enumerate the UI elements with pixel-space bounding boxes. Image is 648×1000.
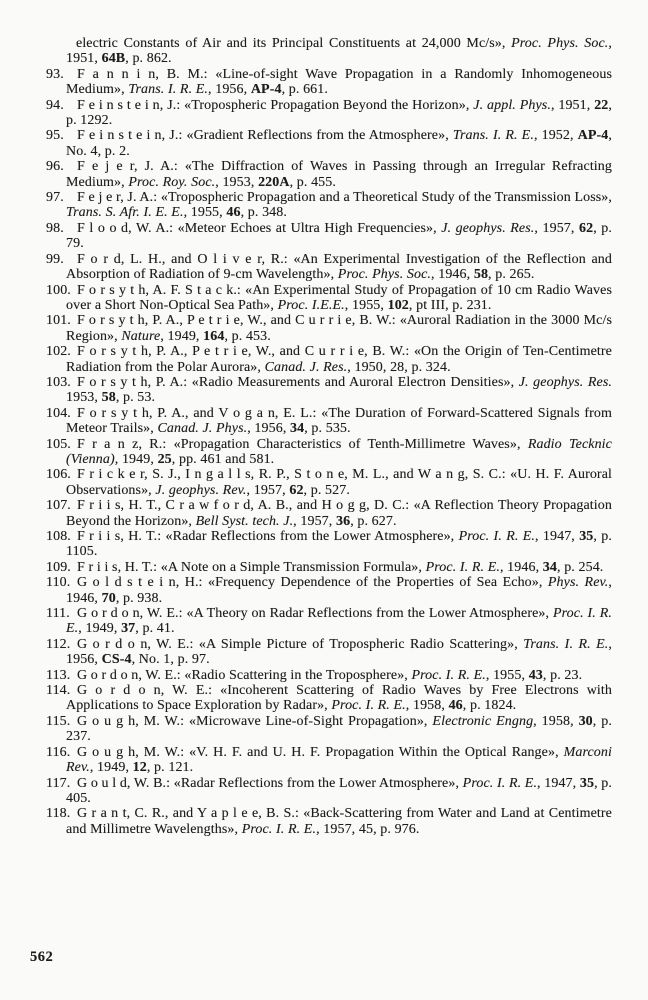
reference-text: , 1955,: [344, 297, 388, 313]
reference-text: , 1955,: [485, 667, 529, 683]
reference-text: , p. 121.: [146, 760, 194, 776]
reference-entry: [46, 374, 612, 406]
reference-text: , 1955,: [183, 205, 227, 221]
reference-text: F r i i s, H. T., C r a w f o r d, A. B., and H o g g, D. C.: «A Reflection Theory Propagation Beyond the Horizon»,: [66, 498, 612, 529]
reference-text: , p. 661.: [281, 82, 328, 98]
reference-text: , 1951,: [550, 97, 595, 113]
reference-text: F e j e r, J. A.: «The Diffraction of Waves in Passing through an Irregular Refracting Medium»,: [66, 159, 612, 190]
reference-text: , p. 53.: [115, 390, 156, 406]
volume-number: 34: [290, 421, 305, 437]
reference-text: 1953,: [66, 390, 102, 406]
reference-number: 94.: [46, 97, 64, 113]
reference-number: 95.: [46, 128, 64, 144]
reference-number: 101.: [46, 313, 71, 329]
reference-text: , p. 23.: [542, 667, 583, 683]
journal-name: Electronic Engng: [432, 713, 534, 729]
reference-text: , No. 4, p. 2.: [66, 128, 612, 159]
reference-text: G o u g h, M. W.: «Microwave Line-of-Sight Propagation»,: [77, 713, 433, 729]
reference-text: , p. 455.: [289, 174, 336, 190]
reference-number: 118.: [46, 806, 71, 822]
reference-entry: [46, 436, 612, 468]
volume-number: CS-4: [101, 652, 132, 668]
reference-text: G o r d o n, W. E.: «A Theory on Radar Reflections from the Lower Atmosphere»,: [77, 606, 553, 622]
volume-number: 62: [579, 220, 594, 236]
journal-name: Proc. I. R. E.: [462, 775, 538, 791]
reference-text: G o l d s t e i n, H.: «Frequency Dependence of the Properties of Sea Echo»,: [77, 575, 548, 591]
volume-number: AP-4: [577, 128, 609, 144]
reference-number: 104.: [46, 405, 71, 421]
reference-number: 97.: [46, 190, 64, 206]
reference-text: , No. 1, p. 97.: [131, 652, 210, 668]
volume-number: 35: [579, 529, 594, 544]
reference-text: , p. 1105.: [66, 529, 612, 560]
reference-number: 96.: [46, 159, 64, 175]
journal-name: Proc. I. R. E.: [331, 698, 406, 714]
reference-entry: [46, 559, 612, 575]
reference-number: 102.: [46, 344, 71, 360]
reference-entry: [46, 190, 612, 221]
reference-text: , p. 254.: [557, 559, 604, 575]
reference-list: [0, 36, 648, 837]
reference-text: , 1957,: [534, 220, 579, 236]
reference-number: 108.: [46, 529, 71, 544]
volume-number: 220A: [258, 174, 290, 190]
reference-text: , p. 79.: [66, 220, 612, 252]
journal-name: Proc. I. R. E.: [458, 529, 536, 544]
reference-entry: [46, 713, 612, 745]
reference-entry: [46, 251, 612, 283]
reference-text: , 1949,: [160, 328, 204, 344]
volume-number: 58: [101, 390, 116, 406]
reference-entry: [46, 159, 612, 190]
reference-text: , p. 41.: [135, 621, 175, 637]
volume-number: AP-4: [250, 82, 282, 98]
volume-number: 46: [448, 698, 463, 714]
volume-number: 164: [203, 328, 225, 344]
journal-name: Marconi Rev.: [66, 744, 612, 776]
reference-number: 98.: [46, 220, 64, 236]
reference-text: , p. 627.: [350, 513, 397, 529]
journal-name: Proc. I. R. E.: [66, 606, 613, 637]
volume-number: 30: [578, 713, 593, 729]
reference-text: F o r s y t h, A. F. S t a c k.: «An Experimental Study of Propagation of 10 cm Radio Waves over a Short Non-Optical Sea Path»,: [66, 282, 612, 313]
reference-text: , 1952,: [533, 128, 578, 144]
volume-number: 36: [335, 513, 351, 529]
journal-name: Proc. Roy. Soc.: [128, 174, 216, 190]
journal-name: Proc. I.E.E.: [277, 297, 345, 313]
reference-text: F r i i s, H. T.: «A Note on a Simple Transmission Formula»,: [77, 559, 426, 575]
reference-text: , 1947,: [537, 775, 580, 791]
reference-text: G o u g h, M. W.: «V. H. F. and U. H. F. Propagation Within the Optical Range»,: [77, 744, 564, 760]
reference-text: , 1957,: [293, 513, 336, 529]
journal-name: Proc. I. R. E.: [425, 559, 500, 575]
reference-entry: [46, 344, 612, 375]
reference-number: 110.: [46, 575, 71, 591]
journal-name: J. geophys. Res.: [518, 374, 612, 390]
journal-name: J. geophys. Res.: [441, 220, 535, 236]
volume-number: 102: [387, 297, 409, 313]
reference-text: F a n n i n, B. M.: «Line-of-sight Wave Propagation in a Randomly Inhomogeneous Medium»,: [66, 66, 612, 98]
reference-text: , 1947,: [535, 529, 580, 544]
reference-text: , 1958,: [405, 698, 449, 714]
reference-entry: [46, 606, 613, 637]
reference-entry: [46, 744, 612, 776]
reference-text: , 1957, 45, p. 976.: [316, 821, 420, 837]
reference-text: F o r s y t h, P. A.: «Radio Measurements and Auroral Electron Densities»,: [77, 374, 519, 390]
reference-text: , 1946,: [66, 575, 612, 606]
reference-text: , 1949,: [89, 760, 133, 776]
reference-text: F e j e r, J. A.: «Tropospheric Propagation and a Theoretical Study of the Transmission Loss»,: [77, 190, 612, 206]
reference-number: 93.: [46, 66, 64, 82]
reference-entry: [46, 575, 612, 606]
reference-entry: [46, 498, 612, 529]
reference-text: F o r d, L. H., and O l i v e r, R.: «An Experimental Investigation of the Reflection and Absorption of Radiation of 9-cm Wavelength»,: [66, 251, 612, 283]
reference-number: 115.: [46, 713, 71, 729]
reference-entry: [46, 667, 612, 683]
reference-text: G o r d o n, W. E.: «Radio Scattering in the Troposphere»,: [77, 667, 412, 683]
volume-number: 25: [157, 451, 172, 467]
journal-name: Proc. I. R. E.: [241, 821, 317, 837]
reference-entry: [46, 313, 612, 344]
reference-text: , p. 237.: [66, 713, 612, 745]
volume-number: 12: [132, 760, 147, 776]
reference-text: F o r s y t h, P. A., P e t r i e, W., and C u r r i e, B. W.: «On the Origin of Ten-Centimetre Radiation from the Polar Aurora»,: [66, 344, 612, 375]
reference-entry: [46, 128, 612, 159]
journal-name: Proc. Phys. Soc.: [511, 36, 609, 51]
reference-text: G o r d o n, W. E.: «A Simple Picture of Tropospheric Radio Scattering»,: [77, 636, 524, 652]
reference-text: G o u l d, W. B.: «Radar Reflections from the Lower Atmosphere»,: [77, 775, 463, 791]
reference-carryover: [66, 36, 612, 67]
reference-text: , 1956,: [247, 421, 291, 437]
reference-text: , 1956,: [208, 82, 251, 98]
reference-number: 107.: [46, 498, 71, 514]
reference-entry: [46, 467, 612, 498]
reference-entry: [46, 97, 612, 129]
reference-number: 109.: [46, 559, 71, 575]
reference-number: 103.: [46, 374, 71, 390]
reference-text: , p. 862.: [125, 51, 172, 67]
reference-text: , 1958,: [533, 713, 579, 729]
reference-text: , 1957,: [246, 482, 290, 498]
reference-text: , p. 453.: [224, 328, 271, 344]
reference-entry: [46, 282, 612, 314]
reference-text: G r a n t, C. R., and Y a p l e e, B. S.: «Back-Scattering from Water and Land at Centimetre and Millimetre Wavelengths»,: [66, 806, 612, 837]
reference-entry: [46, 775, 612, 807]
reference-entry: [46, 806, 612, 837]
reference-text: , p. 938.: [115, 590, 163, 606]
journal-name: Bell Syst. tech. J.: [195, 513, 294, 529]
reference-text: , 1946,: [431, 267, 474, 283]
reference-text: F e i n s t e i n, J.: «Gradient Reflections from the Atmosphere»,: [77, 128, 453, 144]
reference-text: , 1953,: [215, 174, 259, 190]
volume-number: 46: [226, 205, 241, 221]
reference-text: F r i i s, H. T.: «Radar Reflections from the Lower Atmosphere»,: [77, 529, 459, 544]
reference-entry: [46, 636, 612, 668]
reference-number: 106.: [46, 467, 71, 483]
journal-name: Trans. I. R. E.: [452, 128, 534, 144]
journal-name: Nature: [121, 328, 161, 344]
reference-text: , p. 1292.: [66, 97, 612, 129]
reference-text: , 1946,: [499, 559, 543, 575]
journal-name: Radio Tecknic (Vienna): [66, 436, 612, 467]
reference-number: 116.: [46, 744, 71, 760]
reference-text: electric Constants of Air and its Principal Constituents at 24,000 Mc/s»,: [76, 36, 512, 51]
reference-number: 99.: [46, 251, 64, 267]
reference-text: , p. 405.: [66, 775, 612, 806]
volume-number: 35: [579, 775, 595, 791]
journal-name: Canad. J. Res.: [264, 359, 348, 375]
volume-number: 64B: [101, 51, 126, 67]
reference-text: , 1949,: [114, 451, 158, 467]
reference-text: F o r s y t h, P. A., and V o g a n, E. L.: «The Duration of Forward-Scattered Signals from Meteor Trails»,: [66, 405, 612, 437]
journal-name: J. appl. Phys.: [473, 97, 551, 113]
reference-text: F l o o d, W. A.: «Meteor Echoes at Ultra High Frequencies»,: [77, 220, 442, 236]
reference-text: F r i c k e r, S. J., I n g a l l s, R. P., S t o n e, M. L., and W a n g, S. C.: «U. H. F. Auroral Observations»,: [66, 467, 612, 498]
reference-text: , p. 265.: [488, 267, 535, 283]
volume-number: 34: [542, 559, 557, 575]
reference-number: 100.: [46, 282, 71, 298]
reference-entry: [46, 220, 612, 252]
journal-name: Proc. I. R. E.: [411, 667, 486, 683]
volume-number: 37: [121, 621, 136, 637]
journal-name: Proc. Phys. Soc.: [337, 267, 432, 283]
reference-entry: [46, 405, 612, 437]
reference-number: 113.: [46, 667, 71, 683]
reference-text: , 1951,: [66, 36, 612, 67]
volume-number: 62: [289, 482, 304, 498]
journal-name: J. geophys. Rev.: [155, 482, 247, 498]
volume-number: 43: [528, 667, 543, 683]
reference-text: , 1956,: [66, 636, 612, 668]
reference-number: 117.: [46, 775, 71, 791]
journal-name: Phys. Rev.: [547, 575, 609, 591]
reference-text: , pp. 461 and 581.: [171, 451, 275, 467]
reference-entry: [46, 66, 612, 98]
reference-number: 111.: [46, 606, 70, 622]
reference-text: , pt III, p. 231.: [408, 297, 492, 313]
page-number: 562: [30, 949, 54, 965]
reference-entry: [46, 529, 612, 560]
reference-text: , p. 535.: [304, 421, 351, 437]
volume-number: 70: [101, 590, 116, 606]
reference-text: , p. 348.: [240, 205, 287, 221]
reference-text: , p. 1824.: [462, 698, 517, 714]
volume-number: 22: [594, 97, 609, 113]
reference-text: F o r s y t h, P. A., P e t r i e, W., and C u r r i e, B. W.: «Auroral Radiation in the 3000 Mc/s Region»,: [66, 313, 612, 344]
reference-number: 114.: [46, 683, 71, 699]
reference-number: 105.: [46, 436, 71, 452]
reference-text: F e i n s t e i n, J.: «Tropospheric Propagation Beyond the Horizon»,: [77, 97, 474, 113]
reference-text: , 1949,: [78, 621, 122, 637]
reference-text: G o r d o n, W. E.: «Incoherent Scattering of Radio Waves by Free Electrons with Applications to Space Exploration by Radar»,: [66, 683, 612, 714]
reference-text: , p. 527.: [303, 482, 350, 498]
reference-number: 112.: [46, 636, 71, 652]
journal-name: Trans. S. Afr. I. E. E.: [66, 205, 184, 221]
reference-text: , 1950, 28, p. 324.: [347, 359, 451, 375]
volume-number: 58: [473, 267, 489, 283]
reference-entry: [46, 683, 612, 714]
journal-name: Trans. I. R. E.: [128, 82, 209, 98]
journal-name: Trans. I. R. E.: [523, 636, 609, 652]
journal-name: Canad. J. Phys.: [157, 421, 248, 437]
reference-text: F r a n z, R.: «Propagation Characteristics of Tenth-Millimetre Waves»,: [77, 436, 528, 452]
